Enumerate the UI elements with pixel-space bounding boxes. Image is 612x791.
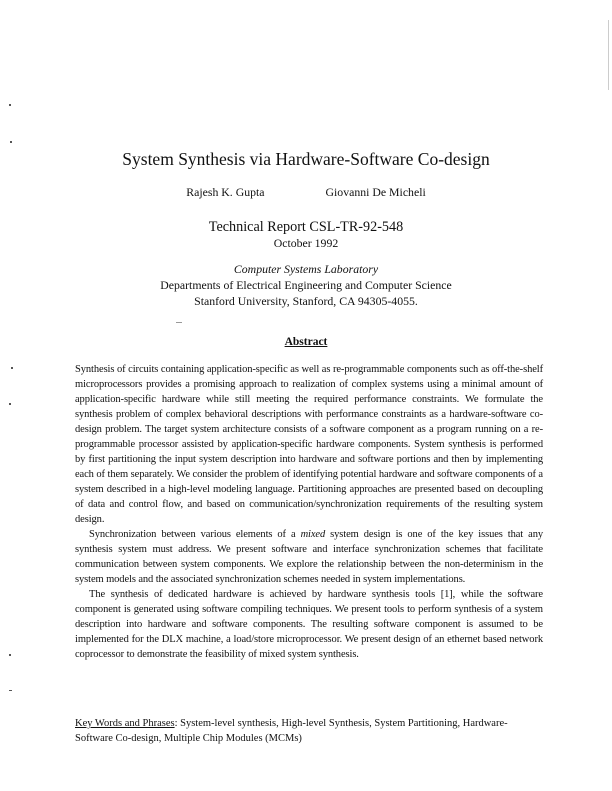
university-address: Stanford University, Stanford, CA 94305-4055. xyxy=(194,294,418,308)
scan-speck xyxy=(9,104,11,106)
keywords-text: : System-level synthesis, High-level Synthesis, System Partitioning, Hardware-Software Co-design, Multiple Chip Modules (MCMs) xyxy=(75,718,508,744)
abstract-heading: Abstract xyxy=(284,336,328,348)
abstract-text: system design is one of the key issues that any synthesis system must address. We present software and interface synchronization schemes that facilitate communication between system components. We explore the relationship between the non-determinism in the system models and the associated synchronization schemes needed in system implementations. xyxy=(75,529,544,585)
scan-speck xyxy=(10,141,12,143)
report-date: October 1992 xyxy=(273,236,339,250)
scan-speck xyxy=(9,654,11,656)
department-name: Departments of Electrical Engineering and Computer Science xyxy=(160,278,452,292)
keywords-label: Key Words and Phrases xyxy=(75,718,175,729)
abstract-paragraph: The synthesis of dedicated hardware is achieved by hardware synthesis tools [1], while the software component is generated using software compiling techniques. We present tools to perform synthesis of a system description into hardware and software components. The resulting software component is assumed to be implemented for the DLX machine, a load/store microprocessor. We present design of an ethernet based network coprocessor to demonstrate the feasibility of mixed system synthesis. xyxy=(75,589,543,660)
scan-speck xyxy=(11,367,13,369)
author-name: Giovanni De Micheli xyxy=(325,185,426,199)
paper-title: System Synthesis via Hardware-Software Co-design xyxy=(122,149,490,169)
emphasis-text: mixed xyxy=(300,529,326,540)
author-name: Rajesh K. Gupta xyxy=(186,185,265,199)
scan-speck xyxy=(9,690,12,691)
abstract-paragraph xyxy=(75,527,543,587)
abstract-body xyxy=(75,362,543,662)
author-list xyxy=(0,185,612,200)
scan-speck xyxy=(176,322,182,323)
scan-speck xyxy=(9,403,11,405)
keywords-section xyxy=(75,716,543,746)
lab-name: Computer Systems Laboratory xyxy=(233,262,379,276)
abstract-text: Synchronization between various elements of a xyxy=(89,529,301,540)
abstract-paragraph: Synthesis of circuits containing application-specific as well as re-programmable components such as off-the-shelf microprocessors provides a promising approach to realization of complex systems using a minimal amount of application-specific hardware while still meeting the required performance constraints. We formulate the synthesis problem of complex behavioral descriptions with performance constraints as a hardware-software co-design problem. The target system architecture consists of a software component as a program running on a re-programmable processor assisted by application-specific hardware components. System synthesis is performed by first partitioning the input system description into hardware and software portions and then by implementing each of them separately. We consider the problem of identifying potential hardware and software components of a system described in a high-level modeling language. Partitioning approaches are presented based on decoupling of data and control flow, and based on communication/synchronization requirements of the resulting system design. xyxy=(75,364,543,525)
scan-edge-line xyxy=(608,20,609,90)
report-number: Technical Report CSL-TR-92-548 xyxy=(208,219,404,235)
